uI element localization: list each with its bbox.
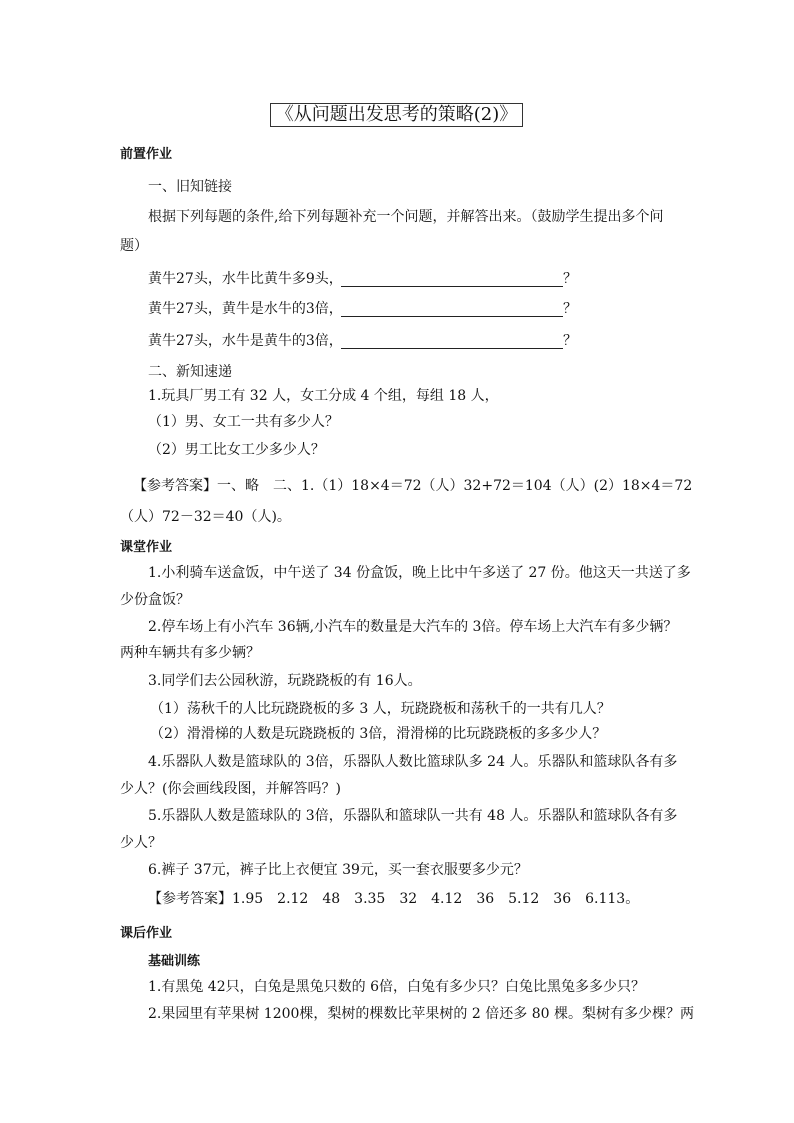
class-line-10: 5.乐器队人数是篮球队的 3倍，乐器队和篮球队一共有 48 人。乐器队和篮球队各有多	[148, 808, 678, 824]
class-line-4: 两种车辆共有多少辆？	[120, 645, 260, 661]
question-mark-3: ？	[563, 333, 577, 349]
section-heading-class: 课堂作业	[120, 540, 173, 555]
sub-heading-basic: 基础训练	[148, 954, 201, 969]
part1-title: 一、旧知链接	[148, 179, 232, 195]
after-line-1: 1.有黑兔 42只，白兔是黑兔只数的 6倍，白兔有多少只？白兔比黑兔多多少只？	[148, 979, 645, 995]
class-line-5: 3.同学们去公园秋游，玩跷跷板的有 16人。	[148, 673, 422, 689]
question-1: 1.玩具厂男工有 32 人，女工分成 4 个组，每组 18 人，	[148, 388, 499, 404]
fill-item-1: 黄牛27头，水牛比黄牛多9头，	[148, 271, 343, 287]
class-line-12: 6.裤子 37元，裤子比上衣便宜 39元，买一套衣服要多少元？	[148, 862, 528, 878]
question-mark-1: ？	[563, 271, 577, 287]
part2-title: 二、新知速递	[148, 364, 232, 380]
class-line-1: 1.小利骑车送盒饭，中午送了 34 份盒饭，晚上比中午多送了 27 份。他这天一共送了多	[148, 565, 691, 581]
answer-blank-3[interactable]	[341, 348, 563, 349]
class-line-7: （2）滑滑梯的人数是玩跷跷板的 3倍，滑滑梯的比玩跷跷板的多多少人？	[150, 726, 607, 742]
section-heading-pre: 前置作业	[120, 147, 173, 162]
instruction-line-1: 根据下列每题的条件,给下列每题补充一个问题，并解答出来。（鼓励学生提出多个问	[148, 209, 664, 225]
answer-line-2: （人）72－32＝40（人)。	[120, 509, 291, 525]
instruction-line-2: 题）	[120, 238, 148, 254]
answer-blank-2[interactable]	[341, 316, 563, 317]
after-line-2: 2.果园里有苹果树 1200棵，梨树的棵数比苹果树的 2 倍还多 80 棵。梨树有多少棵？两	[148, 1006, 694, 1022]
fill-item-3: 黄牛27头，水牛是黄牛的3倍，	[148, 333, 343, 349]
class-line-8: 4.乐器队人数是篮球队的 3倍，乐器队人数比篮球队多 24 人。乐器队和篮球队各有多	[148, 754, 678, 770]
answer-blank-1[interactable]	[341, 286, 563, 287]
title-box	[270, 103, 523, 127]
fill-item-2: 黄牛27头，黄牛是水牛的3倍，	[148, 301, 343, 317]
question-1b: （2）男工比女工少多少人？	[148, 442, 325, 458]
class-answer: 【参考答案】1.95 2.12 48 3.35 32 4.12 36 5.12 36 6.113。	[148, 891, 640, 907]
question-mark-2: ？	[563, 301, 577, 317]
class-line-11: 少人？	[120, 835, 162, 851]
answer-line-1: 【参考答案】一、略 二、1.（1）18×4＝72（人）32+72＝104（人）(2）18×4＝72	[133, 478, 693, 494]
class-line-2: 少份盒饭？	[120, 592, 190, 608]
section-heading-after: 课后作业	[120, 926, 173, 941]
class-line-3: 2.停车场上有小汽车 36辆,小汽车的数量是大汽车的 3倍。停车场上大汽车有多少辆？	[148, 619, 678, 635]
page-title: 《从问题出发思考的策略(2)》	[275, 104, 518, 125]
class-line-6: （1）荡秋千的人比玩跷跷板的多 3 人，玩跷跷板和荡秋千的一共有几人？	[150, 701, 611, 717]
class-line-9: 少人？(你会画线段图，并解答吗？)	[120, 781, 341, 797]
question-1a: （1）男、女工一共有多少人？	[148, 414, 339, 430]
